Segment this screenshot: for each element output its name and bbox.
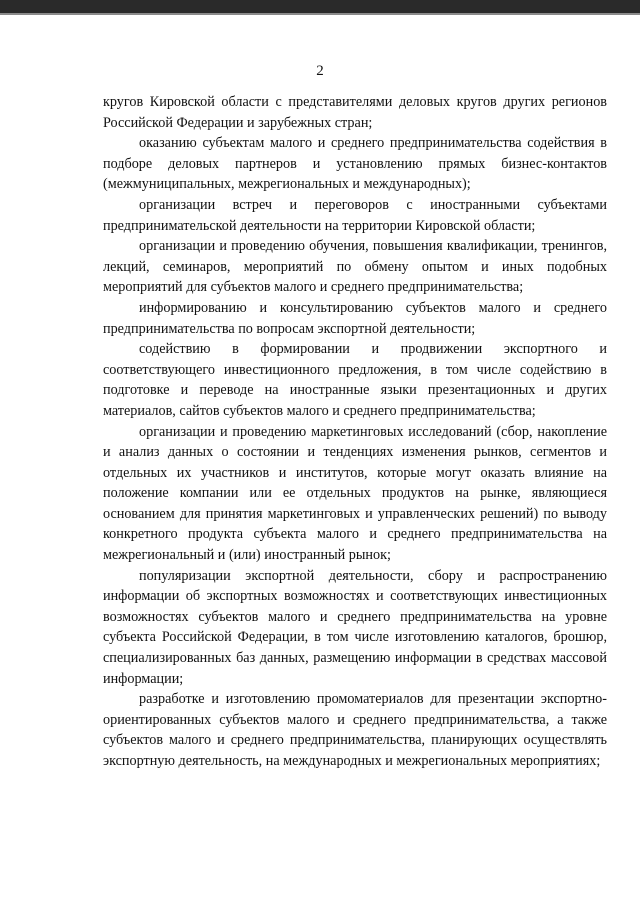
page-number: 2 bbox=[316, 63, 324, 79]
paragraph-training: организации и проведению обучения, повышения квалификации, тренингов, лекций, семинаров, мероприятий по обмену опытом и иных подобных мероприятий для субъектов малого и среднего предпринимательства; bbox=[103, 238, 607, 296]
paragraph-popularization: популяризации экспортной деятельности, сбору и распространению информации об экспортных возможностях и соответствующих инвестиционных возможностях субъектов малого и среднего предпринимательства на уровне субъекта Российской Федерации, в том числе изготовлению каталогов, брошюр, специализированных баз данных, размещению информации в средствах массовой информации; bbox=[103, 567, 607, 687]
paragraph-continuation: кругов Кировской области с представителями деловых кругов других регионов Российской Федерации и зарубежных стран; bbox=[103, 94, 607, 131]
paragraph-marketing-research: организации и проведению маркетинговых исследований (сбор, накопление и анализ данных о состоянии и тенденциях изменения рынков, сегментов и отдельных их участников и институтов, которые могут оказать влияние на положение компании или ее отдельных продуктов на рынке, являющиеся основанием для принятия маркетинговых и управленческих решений) по выводу конкретного продукта субъекта малого и среднего предпринимательства на межрегиональный и (или) иностранный рынок; bbox=[103, 423, 607, 564]
paragraph-business-partners: оказанию субъектам малого и среднего предпринимательства содействия в подборе деловых партнеров и установлению прямых бизнес-контактов (межмуниципальных, межрегиональных и международных); bbox=[103, 135, 607, 193]
paragraph-consulting: информированию и консультированию субъектов малого и среднего предпринимательства по вопросам экспортной деятельности; bbox=[103, 299, 607, 337]
document-body bbox=[103, 92, 607, 772]
paragraph-promo-materials: разработке и изготовлению промоматериалов для презентации экспортно-ориентированных субъектов малого и среднего предпринимательства, а также субъектов малого и среднего предпринимательства, планирующих осуществлять экспортную деятельность, на международных и межрегиональных мероприятиях; bbox=[103, 691, 607, 769]
paragraph-foreign-meetings: организации встреч и переговоров с иностранными субъектами предпринимательской деятельности на территории Кировской области; bbox=[103, 196, 607, 234]
scan-top-border bbox=[0, 0, 640, 13]
paragraph-export-promotion: содействию в формировании и продвижении экспортного и соответствующего инвестиционного предложения, в том числе содействию в подготовке и переводе на иностранные языки презентационных и других материалов, сайтов субъектов малого и среднего предпринимательства; bbox=[103, 341, 607, 419]
scan-top-border-edge bbox=[0, 13, 640, 15]
